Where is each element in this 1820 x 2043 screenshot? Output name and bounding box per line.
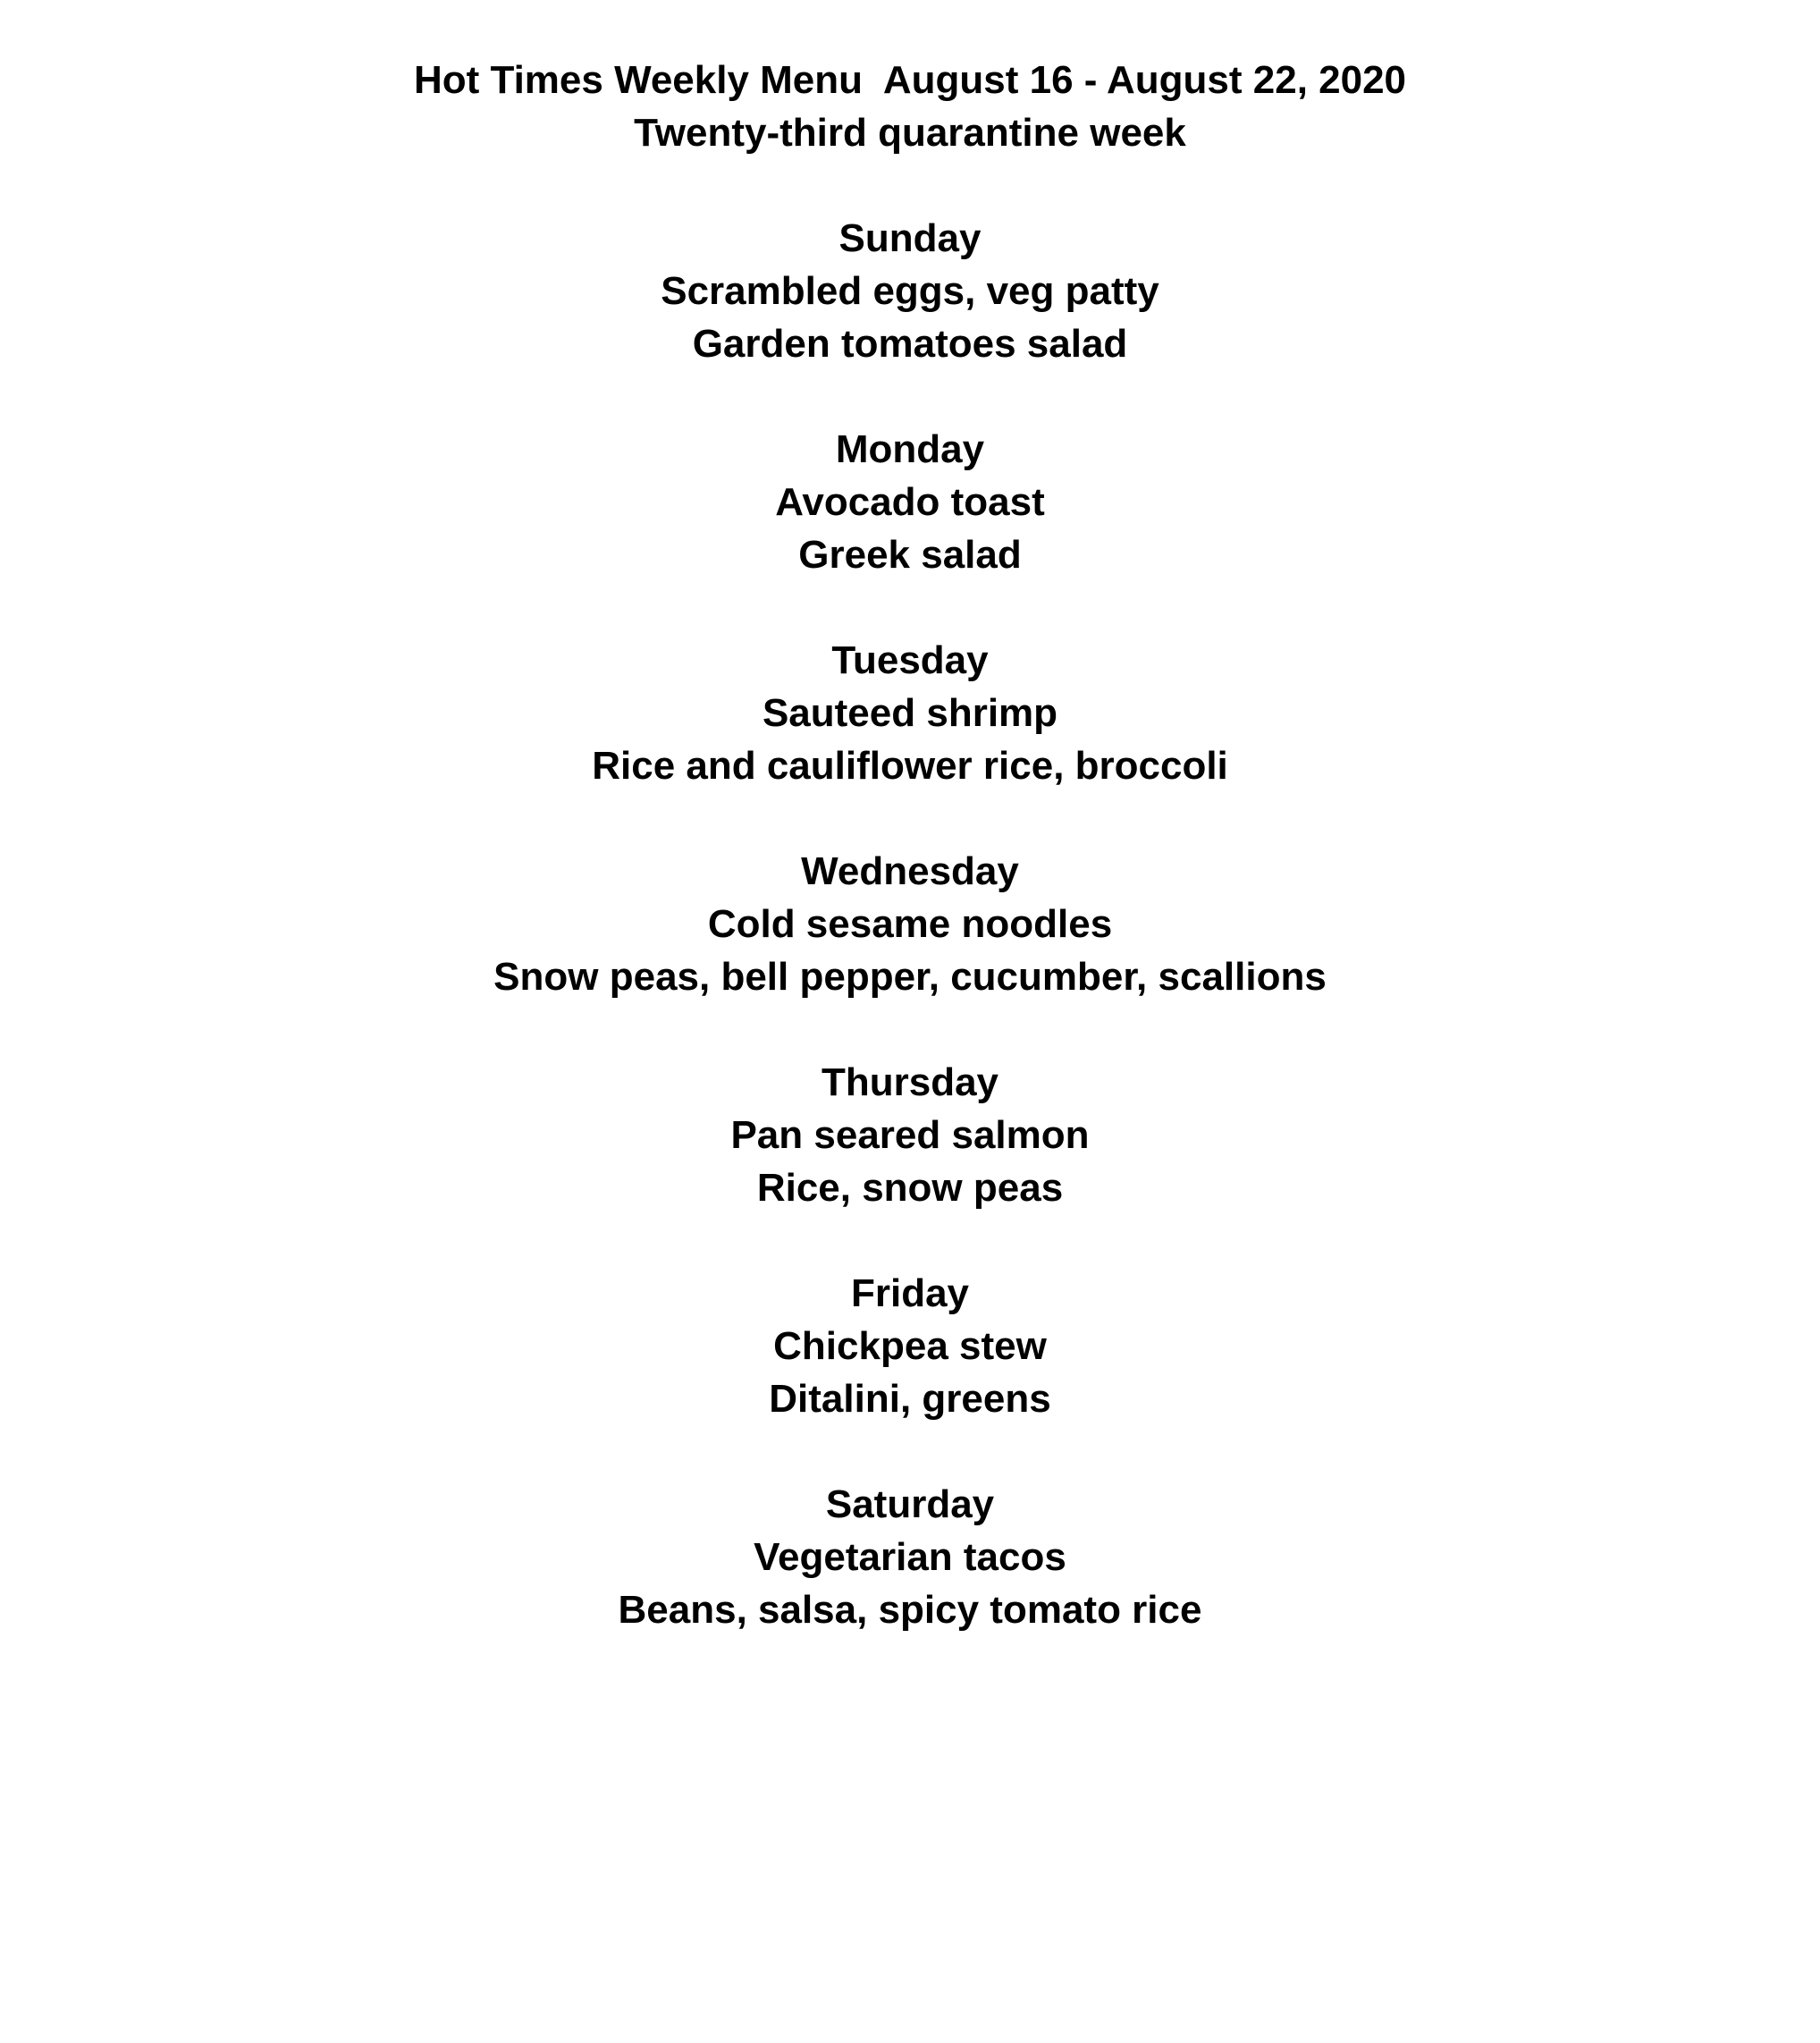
- day-name: Thursday: [821, 1060, 999, 1104]
- spacer: [0, 581, 1820, 634]
- day-side-dish: Rice, snow peas: [756, 1166, 1064, 1210]
- spacer: [0, 1425, 1820, 1478]
- day-side-dish: Ditalini, greens: [769, 1377, 1051, 1421]
- day-name: Monday: [835, 427, 985, 471]
- day-block-thursday: [0, 1056, 1820, 1214]
- day-main-dish: Sauteed shrimp: [762, 691, 1058, 735]
- day-name: Wednesday: [801, 849, 1019, 893]
- day-block-saturday: [0, 1478, 1820, 1636]
- spacer: [0, 792, 1820, 845]
- menu-subtitle: Twenty-third quarantine week: [634, 111, 1186, 155]
- day-main-dish: Scrambled eggs, veg patty: [661, 269, 1159, 313]
- day-block-friday: [0, 1267, 1820, 1425]
- spacer: [0, 370, 1820, 423]
- day-main-dish: Chickpea stew: [773, 1324, 1047, 1368]
- day-block-wednesday: [0, 845, 1820, 1003]
- day-main-dish: Pan seared salmon: [730, 1113, 1090, 1157]
- day-name: Sunday: [838, 216, 982, 260]
- day-block-tuesday: [0, 634, 1820, 792]
- spacer: [0, 1214, 1820, 1267]
- day-main-dish: Avocado toast: [775, 480, 1045, 524]
- day-block-monday: [0, 423, 1820, 581]
- day-side-dish: Beans, salsa, spicy tomato rice: [618, 1588, 1202, 1632]
- day-block-sunday: [0, 212, 1820, 370]
- spacer: [0, 1003, 1820, 1056]
- day-name: Tuesday: [831, 638, 989, 682]
- day-side-dish: Snow peas, bell pepper, cucumber, scallions: [493, 955, 1327, 999]
- day-side-dish: Greek salad: [798, 533, 1022, 577]
- day-main-dish: Cold sesame noodles: [707, 902, 1113, 946]
- day-main-dish: Vegetarian tacos: [754, 1535, 1066, 1579]
- day-side-dish: Garden tomatoes salad: [692, 322, 1128, 366]
- menu-document: [0, 54, 1820, 1636]
- spacer: [0, 159, 1820, 212]
- day-side-dish: Rice and cauliflower rice, broccoli: [592, 744, 1228, 788]
- day-name: Saturday: [825, 1482, 995, 1526]
- menu-title: Hot Times Weekly Menu August 16 - August 22, 2020: [413, 58, 1407, 102]
- day-name: Friday: [850, 1271, 970, 1315]
